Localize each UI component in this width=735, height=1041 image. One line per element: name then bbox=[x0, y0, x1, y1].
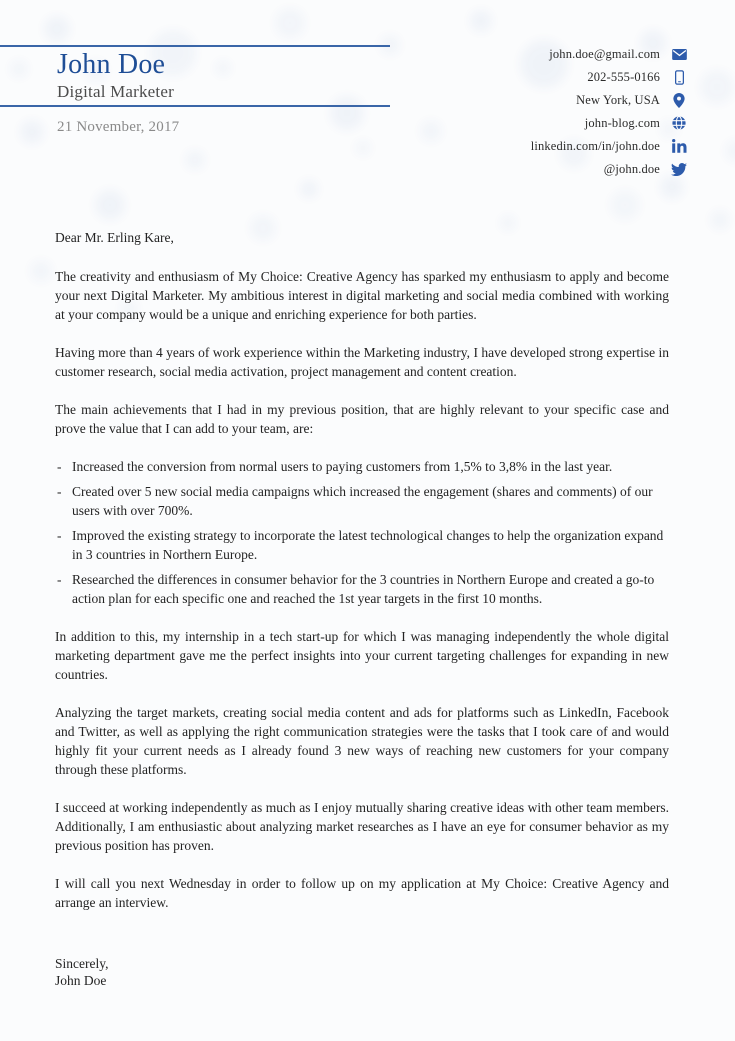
achievement-text: Researched the differences in consumer behavior for the 3 countries in Northern Europe and created a go-to action plan for each specific one and reached the 1st year targets in the first 10 months. bbox=[72, 572, 655, 606]
achievement-item bbox=[55, 482, 669, 520]
bullet-dash-icon: - bbox=[57, 459, 62, 474]
letter-body bbox=[55, 228, 669, 989]
contact-item-twitter[interactable] bbox=[359, 158, 689, 180]
achievement-text: Improved the existing strategy to incorporate the latest technological changes to help the organization expand in 3 countries in Northern Europe. bbox=[72, 528, 664, 562]
achievement-item bbox=[55, 457, 669, 476]
linkedin-icon bbox=[669, 139, 689, 153]
contact-item-text: 202-555-0166 bbox=[587, 69, 660, 84]
contact-item-text: john.doe@gmail.com bbox=[549, 46, 660, 61]
header-rule-bottom bbox=[0, 105, 390, 107]
envelope-icon bbox=[669, 49, 689, 60]
paragraph: In addition to this, my internship in a tech start-up for which I was managing independently the whole digital marketing department gave me the perfect insights into your current targeting challenges for expanding in new countries. bbox=[55, 629, 669, 682]
achievement-item bbox=[55, 570, 669, 608]
contact-item-email[interactable] bbox=[359, 43, 689, 65]
twitter-icon bbox=[669, 163, 689, 176]
contact-item-text: linkedin.com/in/john.doe bbox=[530, 138, 660, 153]
contact-item-linkedin[interactable] bbox=[359, 135, 689, 157]
paragraph: I succeed at working independently as much as I enjoy mutually sharing creative ideas with other team members. Additionally, I am enthusiastic about analyzing market researches as I have an eye for consumer behavior as my previous position has proven. bbox=[55, 800, 669, 853]
bullet-dash-icon: - bbox=[57, 484, 62, 499]
achievement-text: Increased the conversion from normal users to paying customers from 1,5% to 3,8% in the last year. bbox=[72, 459, 613, 474]
achievement-text: Created over 5 new social media campaigns which increased the engagement (shares and comments) of our users with over 700%. bbox=[72, 484, 653, 518]
salutation: Dear Mr. Erling Kare, bbox=[55, 230, 174, 245]
contact-item-website[interactable] bbox=[359, 112, 689, 134]
location-pin-icon bbox=[669, 93, 689, 108]
bullet-dash-icon: - bbox=[57, 528, 62, 543]
sign-off: Sincerely, bbox=[55, 956, 109, 971]
header-rule-top bbox=[0, 45, 390, 47]
contact-list bbox=[359, 43, 689, 181]
globe-icon bbox=[669, 116, 689, 130]
contact-item-phone[interactable] bbox=[359, 66, 689, 88]
paragraph: The main achievements that I had in my previous position, that are highly relevant to your specific case and prove the value that I can add to your team, are: bbox=[55, 402, 669, 436]
intro-paragraphs bbox=[55, 267, 669, 438]
signature-name: John Doe bbox=[55, 973, 107, 988]
identity-block bbox=[57, 48, 387, 102]
achievement-item bbox=[55, 526, 669, 564]
paragraph: Having more than 4 years of work experience within the Marketing industry, I have developed strong expertise in customer research, social media activation, project management and content creation. bbox=[55, 345, 669, 379]
letter-header bbox=[0, 0, 735, 192]
contact-item-text: @john.doe bbox=[603, 161, 660, 176]
contact-item-text: New York, USA bbox=[576, 92, 660, 107]
mobile-phone-icon bbox=[669, 70, 689, 85]
paragraph: Analyzing the target markets, creating social media content and ads for platforms such as LinkedIn, Facebook and Twitter, as well as applying the right communication strategies were the tasks that I took care of and would highly fit your current needs as I already found 3 new ways of reaching new customers for your company through these platforms. bbox=[55, 705, 669, 777]
outro-paragraphs bbox=[55, 627, 669, 912]
applicant-role: Digital Marketer bbox=[57, 82, 174, 101]
achievements-list bbox=[55, 457, 669, 608]
contact-item-location[interactable] bbox=[359, 89, 689, 111]
closing-block bbox=[55, 955, 669, 989]
letter-date: 21 November, 2017 bbox=[57, 119, 180, 135]
applicant-name: John Doe bbox=[57, 49, 166, 80]
contact-item-text: john-blog.com bbox=[584, 115, 660, 130]
paragraph: The creativity and enthusiasm of My Choice: Creative Agency has sparked my enthusiasm to apply and become your next Digital Marketer. My ambitious interest in digital marketing and social media combined with working at your company would be a unique and enriching experience for both parties. bbox=[55, 269, 669, 322]
bullet-dash-icon: - bbox=[57, 572, 62, 587]
paragraph: I will call you next Wednesday in order to follow up on my application at My Choice: Creative Agency and arrange an interview. bbox=[55, 876, 669, 910]
